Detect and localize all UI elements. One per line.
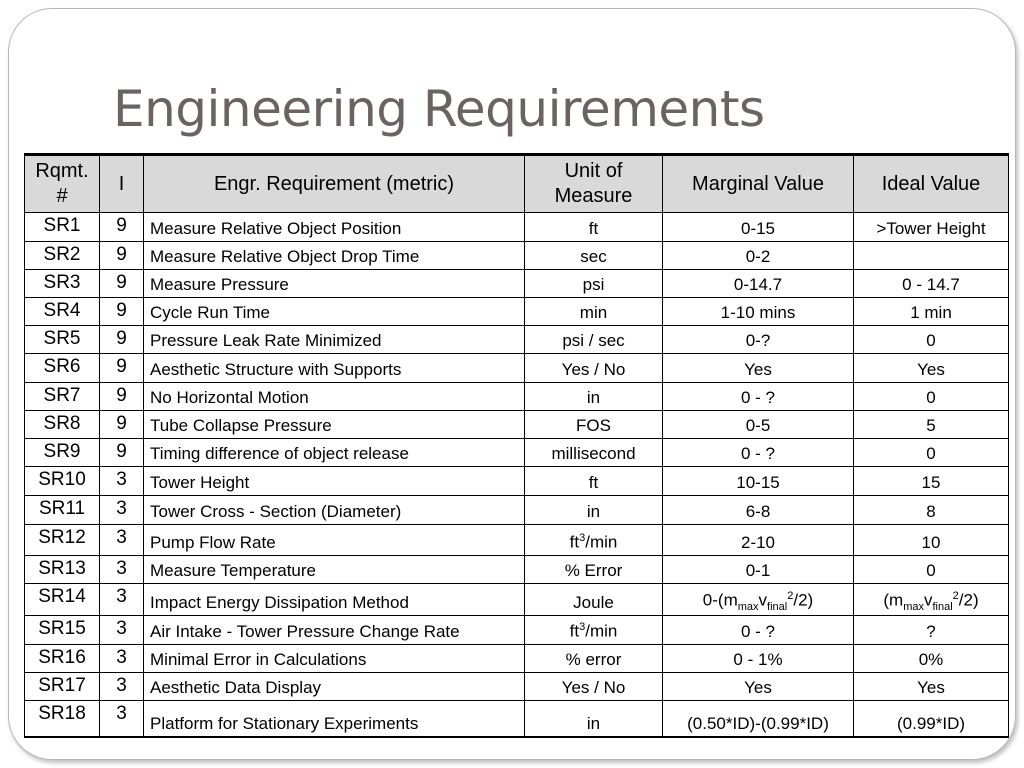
cell-rqmt-id: SR1 [25,213,100,242]
cell-rqmt-id: SR7 [25,383,100,411]
header-cell-importance: I [100,155,144,213]
table-row [25,616,1009,645]
cell-rqmt-id: SR12 [25,525,100,556]
table-row [25,525,1009,556]
header-cell-ideal: Ideal Value [854,155,1009,213]
table-row [25,354,1009,383]
cell-importance: 3 [100,556,144,584]
cell-marginal-value: 10-15 [663,467,854,496]
table-row [25,496,1009,525]
cell-ideal-value: 0% [854,645,1009,673]
table-row [25,326,1009,354]
cell-marginal-value: 6-8 [663,496,854,525]
formula-part: v [758,590,768,610]
cell-rqmt-id: SR17 [25,673,100,701]
unit-tail-text: /min [585,622,618,641]
formula-part: (m [883,590,904,610]
cell-unit: millisecond [525,439,663,467]
cell-requirement: Aesthetic Structure with Supports [144,354,525,383]
formula-part: /2) [793,590,814,610]
cell-requirement: Pump Flow Rate [144,525,525,556]
cell-marginal-value: Yes [663,673,854,701]
formula-part: final [932,601,953,613]
cell-rqmt-id: SR8 [25,411,100,439]
table-row [25,411,1009,439]
cell-ideal-value [854,584,1009,616]
cell-importance: 9 [100,213,144,242]
cell-ideal-value: 5 [854,411,1009,439]
cell-requirement: Timing difference of object release [144,439,525,467]
cell-unit: Joule [525,584,663,616]
cell-marginal-value: 0-? [663,326,854,354]
cell-ideal-value: 0 [854,556,1009,584]
cell-importance: 9 [100,383,144,411]
cell-importance: 3 [100,467,144,496]
cell-importance: 9 [100,354,144,383]
cell-importance: 9 [100,326,144,354]
table-row [25,383,1009,411]
formula-part: max [903,601,924,613]
cell-marginal-value: 0-1 [663,556,854,584]
cell-rqmt-id: SR13 [25,556,100,584]
table-row [25,467,1009,496]
cell-ideal-value: ? [854,616,1009,645]
cell-rqmt-id: SR2 [25,242,100,270]
table-row [25,584,1009,616]
cell-marginal-value: 0-14.7 [663,270,854,298]
cell-marginal-value: 0-2 [663,242,854,270]
unit-tail-text: /min [585,533,618,552]
cell-unit: psi [525,270,663,298]
cell-requirement: Measure Temperature [144,556,525,584]
cell-marginal-value: 0 - ? [663,383,854,411]
cell-importance: 3 [100,584,144,616]
cell-importance: 9 [100,242,144,270]
cell-marginal-value: 0-15 [663,213,854,242]
cell-ideal-value: 0 [854,439,1009,467]
unit-superscript: 3 [579,532,586,545]
cell-rqmt-id: SR4 [25,298,100,326]
cell-requirement: Aesthetic Data Display [144,673,525,701]
cell-rqmt-id: SR11 [25,496,100,525]
cell-ideal-value: 0 [854,383,1009,411]
cell-requirement: No Horizontal Motion [144,383,525,411]
cell-marginal-value: 0 - 1% [663,645,854,673]
cell-ideal-value: 15 [854,467,1009,496]
formula-part: 2 [952,589,959,602]
cell-marginal-value: (0.50*ID)-(0.99*ID) [663,701,854,737]
cell-ideal-value: >Tower Height [854,213,1009,242]
cell-marginal-value: 0 - ? [663,616,854,645]
cell-ideal-value: 8 [854,496,1009,525]
cell-importance: 3 [100,496,144,525]
cell-requirement: Measure Relative Object Drop Time [144,242,525,270]
cell-unit: in [525,496,663,525]
cell-importance: 3 [100,525,144,556]
requirements-table [24,153,1009,738]
cell-unit: % Error [525,556,663,584]
cell-marginal-value: 0 - ? [663,439,854,467]
cell-rqmt-id: SR5 [25,326,100,354]
cell-unit: min [525,298,663,326]
cell-importance: 9 [100,411,144,439]
cell-unit: sec [525,242,663,270]
cell-rqmt-id: SR10 [25,467,100,496]
table-body [25,213,1009,737]
cell-rqmt-id: SR16 [25,645,100,673]
cell-ideal-value: 1 min [854,298,1009,326]
cell-importance: 3 [100,645,144,673]
cell-rqmt-id: SR18 [25,701,100,737]
cell-requirement: Measure Relative Object Position [144,213,525,242]
cell-requirement: Air Intake - Tower Pressure Change Rate [144,616,525,645]
cell-ideal-value: (0.99*ID) [854,701,1009,737]
cell-marginal-value [663,584,854,616]
cell-ideal-value: 0 [854,326,1009,354]
table-row [25,701,1009,737]
cell-marginal-value: 1-10 mins [663,298,854,326]
header-cell-requirement: Engr. Requirement (metric) [144,155,525,213]
cell-ideal-value: 10 [854,525,1009,556]
cell-unit: Yes / No [525,673,663,701]
header-cell-unit: Unit of Measure [525,155,663,213]
formula-part: v [923,590,933,610]
cell-unit: in [525,701,663,737]
cell-unit: FOS [525,411,663,439]
cell-ideal-value: Yes [854,673,1009,701]
cell-unit: in [525,383,663,411]
unit-superscript: 3 [579,621,586,634]
formula-part: 0-(m [702,590,738,610]
table-row [25,645,1009,673]
table-header-row [25,155,1009,213]
formula-part: final [767,601,788,613]
cell-importance: 9 [100,270,144,298]
formula-part: 2 [787,589,794,602]
cell-rqmt-id: SR15 [25,616,100,645]
cell-unit: ft [525,467,663,496]
cell-requirement: Minimal Error in Calculations [144,645,525,673]
table-row [25,673,1009,701]
cell-ideal-value: Yes [854,354,1009,383]
cell-importance: 3 [100,616,144,645]
cell-importance: 3 [100,673,144,701]
cell-rqmt-id: SR14 [25,584,100,616]
cell-ideal-value: 0 - 14.7 [854,270,1009,298]
cell-requirement: Tower Height [144,467,525,496]
table-row [25,439,1009,467]
cell-requirement: Impact Energy Dissipation Method [144,584,525,616]
cell-marginal-value: 0-5 [663,411,854,439]
cell-unit [525,525,663,556]
cell-unit [525,616,663,645]
cell-unit: % error [525,645,663,673]
table-row [25,556,1009,584]
cell-rqmt-id: SR9 [25,439,100,467]
table-row [25,213,1009,242]
cell-requirement: Pressure Leak Rate Minimized [144,326,525,354]
header-cell-rqmt: Rqmt. # [25,155,100,213]
cell-requirement: Tube Collapse Pressure [144,411,525,439]
cell-ideal-value [854,242,1009,270]
cell-importance: 9 [100,298,144,326]
table-row [25,242,1009,270]
cell-marginal-value: Yes [663,354,854,383]
cell-importance: 3 [100,701,144,737]
cell-requirement: Platform for Stationary Experiments [144,701,525,737]
formula-part: max [737,601,759,613]
cell-requirement: Tower Cross - Section (Diameter) [144,496,525,525]
cell-unit: psi / sec [525,326,663,354]
cell-requirement: Measure Pressure [144,270,525,298]
cell-marginal-value: 2-10 [663,525,854,556]
header-cell-marginal: Marginal Value [663,155,854,213]
cell-importance: 9 [100,439,144,467]
table-row [25,298,1009,326]
slide-title: Engineering Requirements [113,80,765,138]
formula-part: /2) [958,590,979,610]
unit-base-text: ft [569,622,580,641]
unit-base-text: ft [569,533,580,552]
cell-unit: Yes / No [525,354,663,383]
cell-rqmt-id: SR6 [25,354,100,383]
cell-rqmt-id: SR3 [25,270,100,298]
table-row [25,270,1009,298]
cell-unit: ft [525,213,663,242]
cell-requirement: Cycle Run Time [144,298,525,326]
